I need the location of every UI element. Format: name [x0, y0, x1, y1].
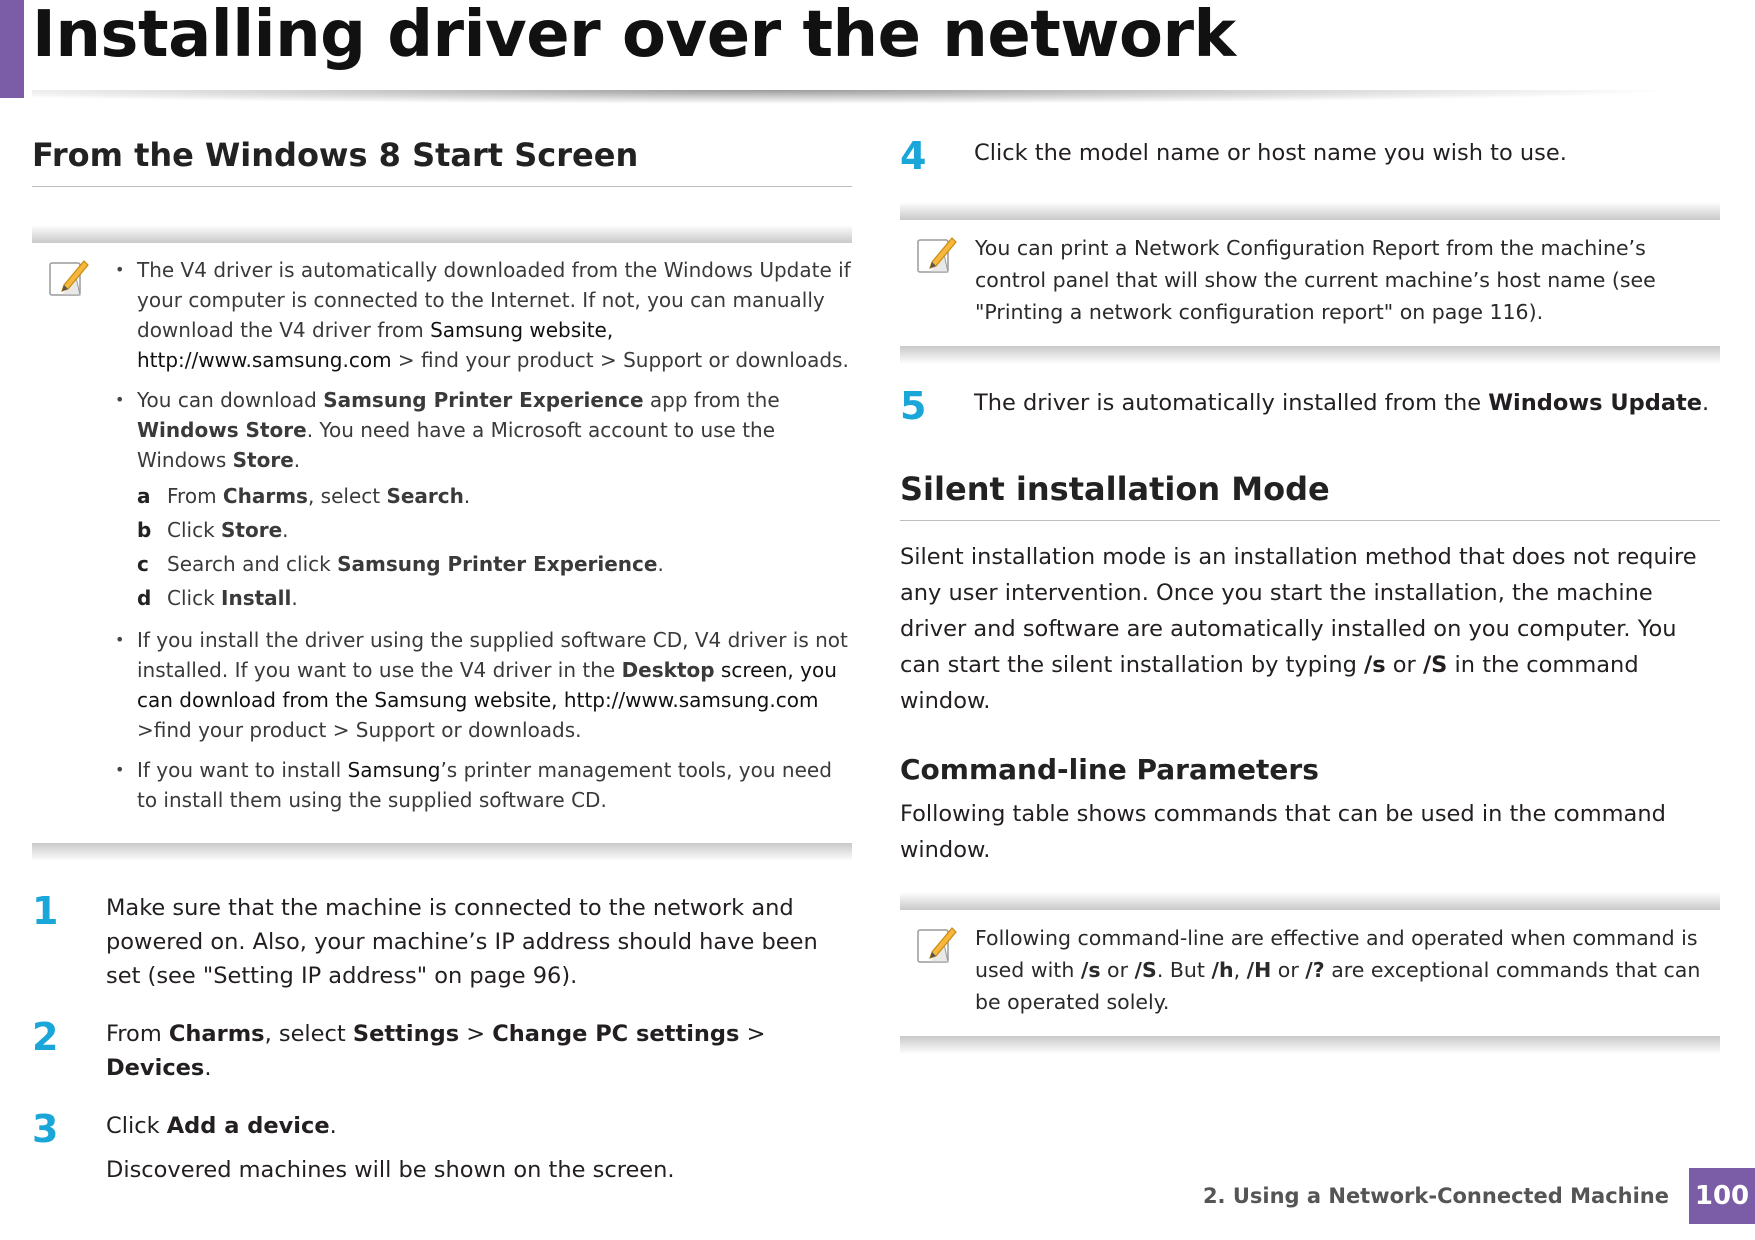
- note-box: [32, 225, 852, 861]
- step-number: 5: [900, 384, 927, 428]
- step-1: [32, 891, 852, 993]
- sub-bold: Samsung Printer Experience: [337, 552, 658, 576]
- note-text: or: [1100, 958, 1135, 982]
- para-text: Silent installation mode is an installation method that does not require any user intervention. Once you start the installation, the machine driver and software are automatically installed on you computer. You can start the silent installation by typing: [900, 544, 1697, 678]
- section-title-windows8: From the Windows 8 Start Screen: [32, 136, 852, 187]
- step-5: [900, 386, 1720, 426]
- note-box-commands: [900, 892, 1720, 1054]
- note-top-bar: [900, 892, 1720, 910]
- sub-text: Click: [167, 518, 222, 542]
- step-number: 1: [32, 889, 59, 933]
- page-title: Installing driver over the network: [32, 0, 1236, 72]
- sub-letter: a: [137, 484, 151, 508]
- note-body: [32, 243, 852, 843]
- note-text: You can download: [137, 388, 324, 412]
- step-bold: Windows Update: [1488, 390, 1703, 416]
- step-number: 4: [900, 134, 927, 178]
- note-bullet-3: [137, 625, 852, 745]
- page-number: 100: [1689, 1168, 1755, 1224]
- note-top-bar: [32, 225, 852, 243]
- sub-text: .: [463, 484, 471, 508]
- silent-paragraph: [900, 539, 1720, 719]
- note-bottom-bar: [900, 346, 1720, 364]
- step-4: [900, 136, 1720, 176]
- note-bold: Samsung Printer Experience: [323, 388, 644, 412]
- para-bold: /S: [1422, 652, 1448, 678]
- footer-chapter: 2. Using a Network-Connected Machine: [1202, 1184, 1669, 1208]
- note-bottom-bar: [32, 843, 852, 861]
- note-text: If you want to install: [137, 758, 348, 782]
- para-bold: /s: [1364, 652, 1386, 678]
- step-subtext: Discovered machines will be shown on the screen.: [106, 1157, 675, 1183]
- step-number: 3: [32, 1107, 59, 1151]
- note-text: >find your product > Support or downloads.: [137, 718, 582, 742]
- sub-step-c: [137, 547, 852, 581]
- sub-text: .: [282, 518, 289, 542]
- note-bullet-4: [137, 755, 852, 815]
- step-text-part: .: [204, 1055, 212, 1081]
- right-column: [900, 136, 1720, 1054]
- pencil-note-icon: [46, 255, 90, 299]
- sub-letter: b: [137, 518, 152, 542]
- note-box-hostname: [900, 202, 1720, 364]
- note-content: [137, 255, 852, 815]
- note-text: > find your product > Support or downloads.: [391, 348, 849, 372]
- note-bullet-1: [137, 255, 852, 375]
- para-text: in the command window.: [900, 652, 1639, 714]
- sub-text: Search and click: [167, 552, 338, 576]
- note-text: If you install the driver using the supplied software CD, V4 driver is not installed. If you want to use the V4 driver in the: [137, 628, 848, 682]
- note-text: ,: [1233, 958, 1247, 982]
- note-bold: Store: [232, 448, 294, 472]
- sub-text: , select: [307, 484, 387, 508]
- step-bold: Change PC settings: [492, 1021, 740, 1047]
- sub-bold: Install: [221, 586, 292, 610]
- sub-bold: Store: [221, 518, 283, 542]
- note-text: Following command-line are effective and operated when command is used with: [975, 926, 1698, 982]
- sub-steps: [137, 479, 852, 615]
- note-text: The V4 driver is automatically downloaded from the Windows Update if your computer is connected to the Internet. If not, you can manually download the V4 driver from: [137, 258, 851, 342]
- step-2: [32, 1017, 852, 1085]
- section-title-silent: Silent installation Mode: [900, 470, 1720, 521]
- step-bold: Charms: [168, 1021, 265, 1047]
- note-text: screen, you can download from the Samsung website, http://www.samsung.com: [137, 658, 837, 712]
- sub-step-d: [137, 581, 852, 615]
- step-number: 2: [32, 1015, 59, 1059]
- left-column: [32, 136, 852, 1187]
- sub-letter: c: [137, 552, 149, 576]
- step-text-part: , select: [264, 1021, 353, 1047]
- note-content: You can print a Network Configuration Report from the machine’s control panel that will show the current machine’s host name (see "Printing a network configuration report" on page 116).: [975, 236, 1656, 324]
- note-text: are exceptional commands that can be operated solely.: [975, 958, 1701, 1014]
- sub-text: From: [167, 484, 223, 508]
- step-text: [106, 1109, 852, 1187]
- step-text-part: >: [739, 1021, 766, 1047]
- sub-text: .: [291, 586, 298, 610]
- sub-letter: d: [137, 586, 152, 610]
- pencil-note-icon: [914, 922, 958, 966]
- note-text: ’s printer management tools, you need to install them using the supplied software CD.: [137, 758, 832, 812]
- step-bold: Add a device: [166, 1113, 330, 1139]
- subsection-title: Command-line Parameters: [900, 753, 1319, 786]
- step-text-part: .: [329, 1113, 337, 1139]
- step-3: [32, 1109, 852, 1187]
- samsung-link[interactable]: Samsung website, http://www.samsung.com: [137, 318, 614, 372]
- parameters-paragraph: Following table shows commands that can be used in the command window.: [900, 801, 1666, 863]
- note-text: Samsung: [347, 758, 441, 782]
- step-text: [106, 1017, 852, 1085]
- note-content: [975, 922, 1720, 1018]
- note-text: .: [293, 448, 301, 472]
- note-text: or: [1271, 958, 1306, 982]
- sub-text: Click: [167, 586, 222, 610]
- note-bold: /S: [1134, 958, 1157, 982]
- step-text-part: Click: [106, 1113, 167, 1139]
- step-text: Click the model name or host name you wish to use.: [974, 140, 1567, 166]
- note-bold: Windows Store: [137, 418, 307, 442]
- step-bold: Settings: [352, 1021, 460, 1047]
- step-text-part: From: [106, 1021, 169, 1047]
- note-body: [900, 220, 1720, 346]
- sub-step-a: [137, 479, 852, 513]
- note-body: [900, 910, 1720, 1036]
- sub-step-b: [137, 513, 852, 547]
- note-text: app from the: [643, 388, 780, 412]
- step-bold: Devices: [106, 1055, 205, 1081]
- step-text: Make sure that the machine is connected to the network and powered on. Also, your machine’s IP address should have been set (see "Setting IP address" on page 96).: [106, 895, 818, 989]
- note-bold: /?: [1305, 958, 1325, 982]
- pencil-note-icon: [914, 232, 958, 276]
- note-bold: Desktop: [621, 658, 715, 682]
- header-accent-bar: [0, 0, 24, 98]
- note-text: . But: [1156, 958, 1212, 982]
- step-text: [974, 386, 1720, 420]
- note-bullet-2: [137, 385, 852, 615]
- para-text: or: [1385, 652, 1423, 678]
- sub-bold: Search: [386, 484, 464, 508]
- note-bullets: [137, 255, 852, 815]
- step-text-part: The driver is automatically installed from the: [974, 390, 1489, 416]
- step-text-part: >: [459, 1021, 493, 1047]
- note-bold: /s: [1080, 958, 1101, 982]
- sub-bold: Charms: [222, 484, 308, 508]
- note-bottom-bar: [900, 1036, 1720, 1054]
- step-text-part: .: [1702, 390, 1710, 416]
- note-bold: /h: [1211, 958, 1234, 982]
- title-divider: [32, 90, 1682, 104]
- note-top-bar: [900, 202, 1720, 220]
- sub-text: .: [657, 552, 664, 576]
- note-bold: /H: [1246, 958, 1272, 982]
- note-text: . You need have a Microsoft account to use the Windows: [137, 418, 776, 472]
